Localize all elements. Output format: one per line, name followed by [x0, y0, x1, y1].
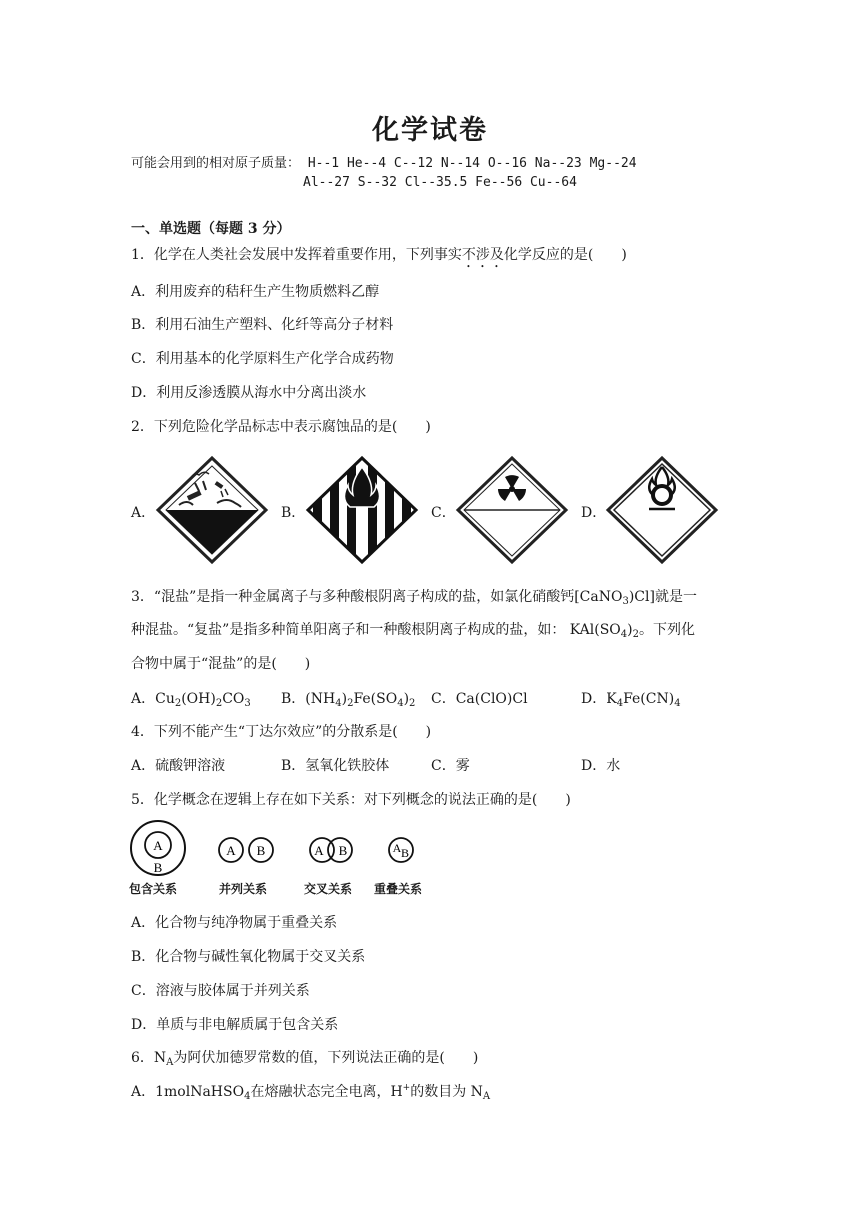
diagram-letter-a: A: [314, 843, 324, 858]
diagram-letter-b: B: [153, 860, 163, 875]
oxidizer-sign-icon[interactable]: [605, 455, 719, 565]
q3-opt-a-sub: 2: [174, 698, 182, 709]
q5-option-d[interactable]: D．单质与非电解质属于包含关系: [131, 1017, 339, 1033]
q3-opt-b-part: B．(NH: [281, 691, 336, 707]
q3-option-c[interactable]: C．Ca(ClO)Cl: [431, 691, 528, 707]
q5-option-a[interactable]: A．化合物与纯净物属于重叠关系: [131, 915, 338, 931]
question-1-stem: [131, 244, 627, 271]
diagram-letter-a: A: [392, 841, 402, 855]
q1-option-c[interactable]: C．利用基本的化学原料生产化学合成药物: [131, 351, 394, 367]
q3-opt-d-sub: 4: [616, 698, 624, 709]
q3-opt-a-part: (OH): [181, 691, 216, 707]
q2-option-c-label[interactable]: C．: [431, 505, 456, 521]
overlap-label: 重叠关系: [374, 882, 423, 896]
question-4-stem: 4．下列不能产生“丁达尔效应”的分散系是( ): [131, 724, 432, 740]
q6-stem-rest: 为阿伏加德罗常数的值，下列说法正确的是( ): [173, 1050, 479, 1066]
q6-opt-a-sub: 4: [244, 1091, 251, 1102]
radioactive-sign-icon[interactable]: [455, 455, 569, 565]
q3-opt-a-sub: 2: [215, 698, 223, 709]
q6-opt-a-part: 的数目为 N: [410, 1084, 483, 1100]
q4-option-c[interactable]: C．雾: [431, 758, 470, 774]
q4-option-a[interactable]: A．硫酸钾溶液: [131, 758, 226, 774]
overlap-relation-diagram: [386, 836, 418, 864]
q3-option-a[interactable]: [131, 688, 251, 709]
q2-option-d-label[interactable]: D．: [581, 505, 607, 521]
q6-option-a[interactable]: [131, 1081, 490, 1102]
atomic-mass-line-2: Al--27 S--32 Cl--35.5 Fe--56 Cu--64: [303, 175, 577, 190]
q3-line2-sub: 4: [620, 629, 628, 640]
page-title: 化学试卷: [372, 115, 488, 146]
intersection-relation-diagram: [307, 836, 359, 864]
q3-opt-b-part: Fe(SO: [353, 691, 398, 707]
section-heading: 一、单选题（每题 3 分）: [131, 221, 291, 237]
q6-opt-a-sub: A: [482, 1091, 491, 1102]
question-6-stem: [131, 1047, 478, 1068]
containment-label: 包含关系: [129, 882, 178, 896]
question-2-stem: 2．下列危险化学品标志中表示腐蚀品的是( ): [131, 419, 431, 435]
diagram-letter-b: B: [256, 843, 266, 858]
parallel-relation-diagram: [217, 836, 279, 864]
q1-stem-emphasis: 不涉及: [461, 247, 504, 263]
flammable-solid-sign-icon[interactable]: [305, 455, 419, 565]
q3-line2-text-end: 。下列化: [639, 622, 695, 638]
question-3-line-1: [131, 586, 697, 607]
question-5-stem: 5．化学概念在逻辑上存在如下关系：对下列概念的说法正确的是( ): [131, 792, 571, 808]
question-3-line-2: [131, 619, 695, 640]
q3-opt-a-part: CO: [222, 691, 245, 707]
q6-stem-n: 6．N: [131, 1050, 167, 1066]
atomic-mass-line-1: 可能会用到的相对原子质量： H--1 He--4 C--12 N--14 O--16 Na--23 Mg--24: [131, 156, 637, 171]
q3-line2-sub2: 2: [632, 629, 639, 640]
q3-opt-a-part: A．Cu: [131, 691, 175, 707]
q1-stem-after: 化学反应的是( ): [503, 247, 627, 263]
diagram-letter-a: A: [153, 838, 163, 853]
q4-option-b[interactable]: B．氢氧化铁胶体: [281, 758, 390, 774]
q1-option-d[interactable]: D．利用反渗透膜从海水中分离出淡水: [131, 385, 367, 401]
q3-option-d[interactable]: [581, 688, 681, 709]
q5-option-c[interactable]: C．溶液与胶体属于并列关系: [131, 983, 310, 999]
q3-line1-text: 3．“混盐”是指一种金属离子与多种酸根阴离子构成的盐，如氯化硝酸钙[CaNO: [131, 589, 623, 605]
q3-opt-b-sub: 2: [347, 698, 354, 709]
diagram-letter-b: B: [338, 843, 348, 858]
q3-opt-b-sub: 4: [397, 698, 404, 709]
q6-opt-a-sup: +: [402, 1083, 411, 1093]
intersection-label: 交叉关系: [304, 882, 353, 896]
q1-option-b[interactable]: B．利用石油生产塑料、化纤等高分子材料: [131, 317, 394, 333]
q1-option-a[interactable]: A．利用废弃的秸秆生产生物质燃料乙醇: [131, 284, 380, 300]
q6-opt-a-part: A．1molNaHSO: [131, 1084, 245, 1100]
containment-relation-diagram: [125, 818, 195, 876]
diagram-letter-b: B: [400, 846, 410, 860]
q6-opt-a-part: 在熔融状态完全电离，H: [250, 1084, 403, 1100]
q1-stem-before: 1．化学在人类社会发展中发挥着重要作用，下列事实: [131, 247, 462, 263]
q5-option-b[interactable]: B．化合物与碱性氧化物属于交叉关系: [131, 949, 366, 965]
q3-line2-text: 种混盐。“复盐”是指多种简单阳离子和一种酸根阴离子构成的盐，如： KAl(SO: [131, 622, 621, 638]
q3-opt-b-sub: 2: [409, 698, 416, 709]
q3-opt-d-part: D．K: [581, 691, 617, 707]
q3-opt-d-sub: 4: [674, 698, 681, 709]
q3-option-b[interactable]: [281, 688, 415, 709]
q3-line2-paren: ): [627, 622, 633, 638]
q3-opt-a-sub: 3: [244, 698, 251, 709]
diagram-letter-a: A: [226, 843, 236, 858]
q3-line1-sub: 3: [622, 596, 629, 607]
q3-line1-text-end: )Cl]就是一: [628, 589, 697, 605]
q6-stem-sub: A: [166, 1057, 174, 1068]
corrosive-sign-icon[interactable]: [155, 455, 269, 565]
q2-option-a-label[interactable]: A．: [131, 505, 156, 521]
q3-opt-b-part: ): [403, 691, 410, 707]
q3-opt-b-sub: 4: [335, 698, 342, 709]
q3-opt-b-part: ): [341, 691, 348, 707]
parallel-label: 并列关系: [219, 882, 268, 896]
question-3-line-3: 合物中属于“混盐”的是( ): [131, 656, 311, 672]
q3-opt-d-part: Fe(CN): [623, 691, 675, 707]
q2-option-b-label[interactable]: B．: [281, 505, 306, 521]
q4-option-d[interactable]: D．水: [581, 758, 621, 774]
